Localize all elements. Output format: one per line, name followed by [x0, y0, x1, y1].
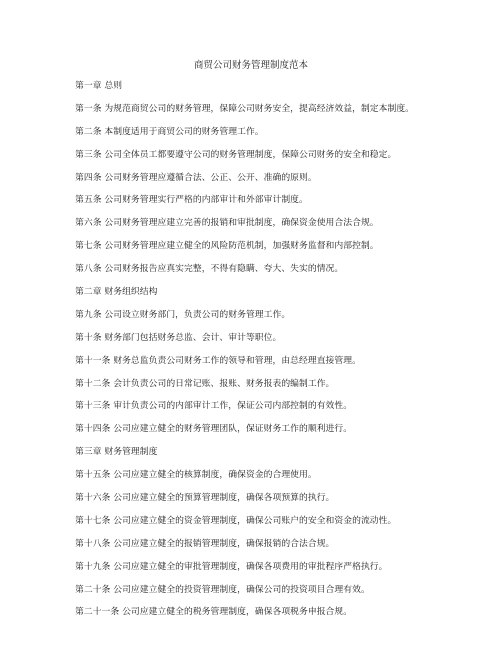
article-paragraph: 第十三条 审计负责公司的内部审计工作，保证公司内部控制的有效性。 — [75, 401, 353, 412]
article-paragraph: 第二条 本制度适用于商贸公司的财务管理工作。 — [75, 126, 264, 137]
article-paragraph: 第一条 为规范商贸公司的财务管理，保障公司财务安全，提高经济效益，制定本制度。 — [75, 103, 415, 114]
document-body — [75, 79, 490, 628]
article-paragraph: 第九条 公司设立财务部门，负责公司的财务管理工作。 — [75, 309, 291, 320]
article-paragraph: 第三条 公司全体员工都要遵守公司的财务管理制度，保障公司财务的安全和稳定。 — [75, 149, 397, 160]
document-title: 商贸公司财务管理制度范本 — [193, 60, 308, 71]
article-paragraph: 第二十一条 公司应建立健全的税务管理制度，确保各项税务申报合规。 — [75, 607, 353, 618]
article-paragraph: 第六条 公司财务管理应建立完善的报销和审批制度，确保资金使用合法合规。 — [75, 218, 379, 229]
article-paragraph: 第十七条 公司应建立健全的资金管理制度，确保公司账户的安全和资金的流动性。 — [75, 515, 397, 526]
chapter-heading: 第三章 财务管理制度 — [75, 447, 158, 458]
article-paragraph: 第二十条 公司应建立健全的投资管理制度，确保公司的投资项目合理有效。 — [75, 584, 370, 595]
article-paragraph: 第八条 公司财务报告应真实完整，不得有隐瞒、夸大、失实的情况。 — [75, 264, 344, 275]
article-paragraph: 第十条 财务部门包括财务总监、会计、审计等职位。 — [75, 332, 282, 343]
article-paragraph: 第十四条 公司应建立健全的财务管理团队，保证财务工作的顺利进行。 — [75, 424, 353, 435]
article-paragraph: 第十九条 公司应建立健全的审批管理制度，确保各项费用的审批程序严格执行。 — [75, 561, 388, 572]
article-paragraph: 第十五条 公司应建立健全的核算制度，确保资金的合理使用。 — [75, 470, 317, 481]
article-paragraph: 第十八条 公司应建立健全的报销管理制度，确保报销的合法合规。 — [75, 538, 335, 549]
article-paragraph: 第四条 公司财务管理应遵循合法、公正、公开、准确的原则。 — [75, 172, 317, 183]
article-paragraph: 第十一条 财务总监负责公司财务工作的领导和管理，由总经理直接管理。 — [75, 355, 361, 366]
article-paragraph: 第七条 公司财务管理应建立健全的风险防范机制，加强财务监督和内部控制。 — [75, 241, 379, 252]
article-paragraph: 第十二条 会计负责公司的日常记账、报账、财务报表的编制工作。 — [75, 378, 335, 389]
article-paragraph: 第十六条 公司应建立健全的预算管理制度，确保各项预算的执行。 — [75, 493, 335, 504]
article-paragraph: 第五条 公司财务管理实行严格的内部审计和外部审计制度。 — [75, 195, 308, 206]
chapter-heading: 第一章 总则 — [75, 81, 123, 91]
chapter-heading: 第二章 财务组织结构 — [75, 287, 158, 298]
